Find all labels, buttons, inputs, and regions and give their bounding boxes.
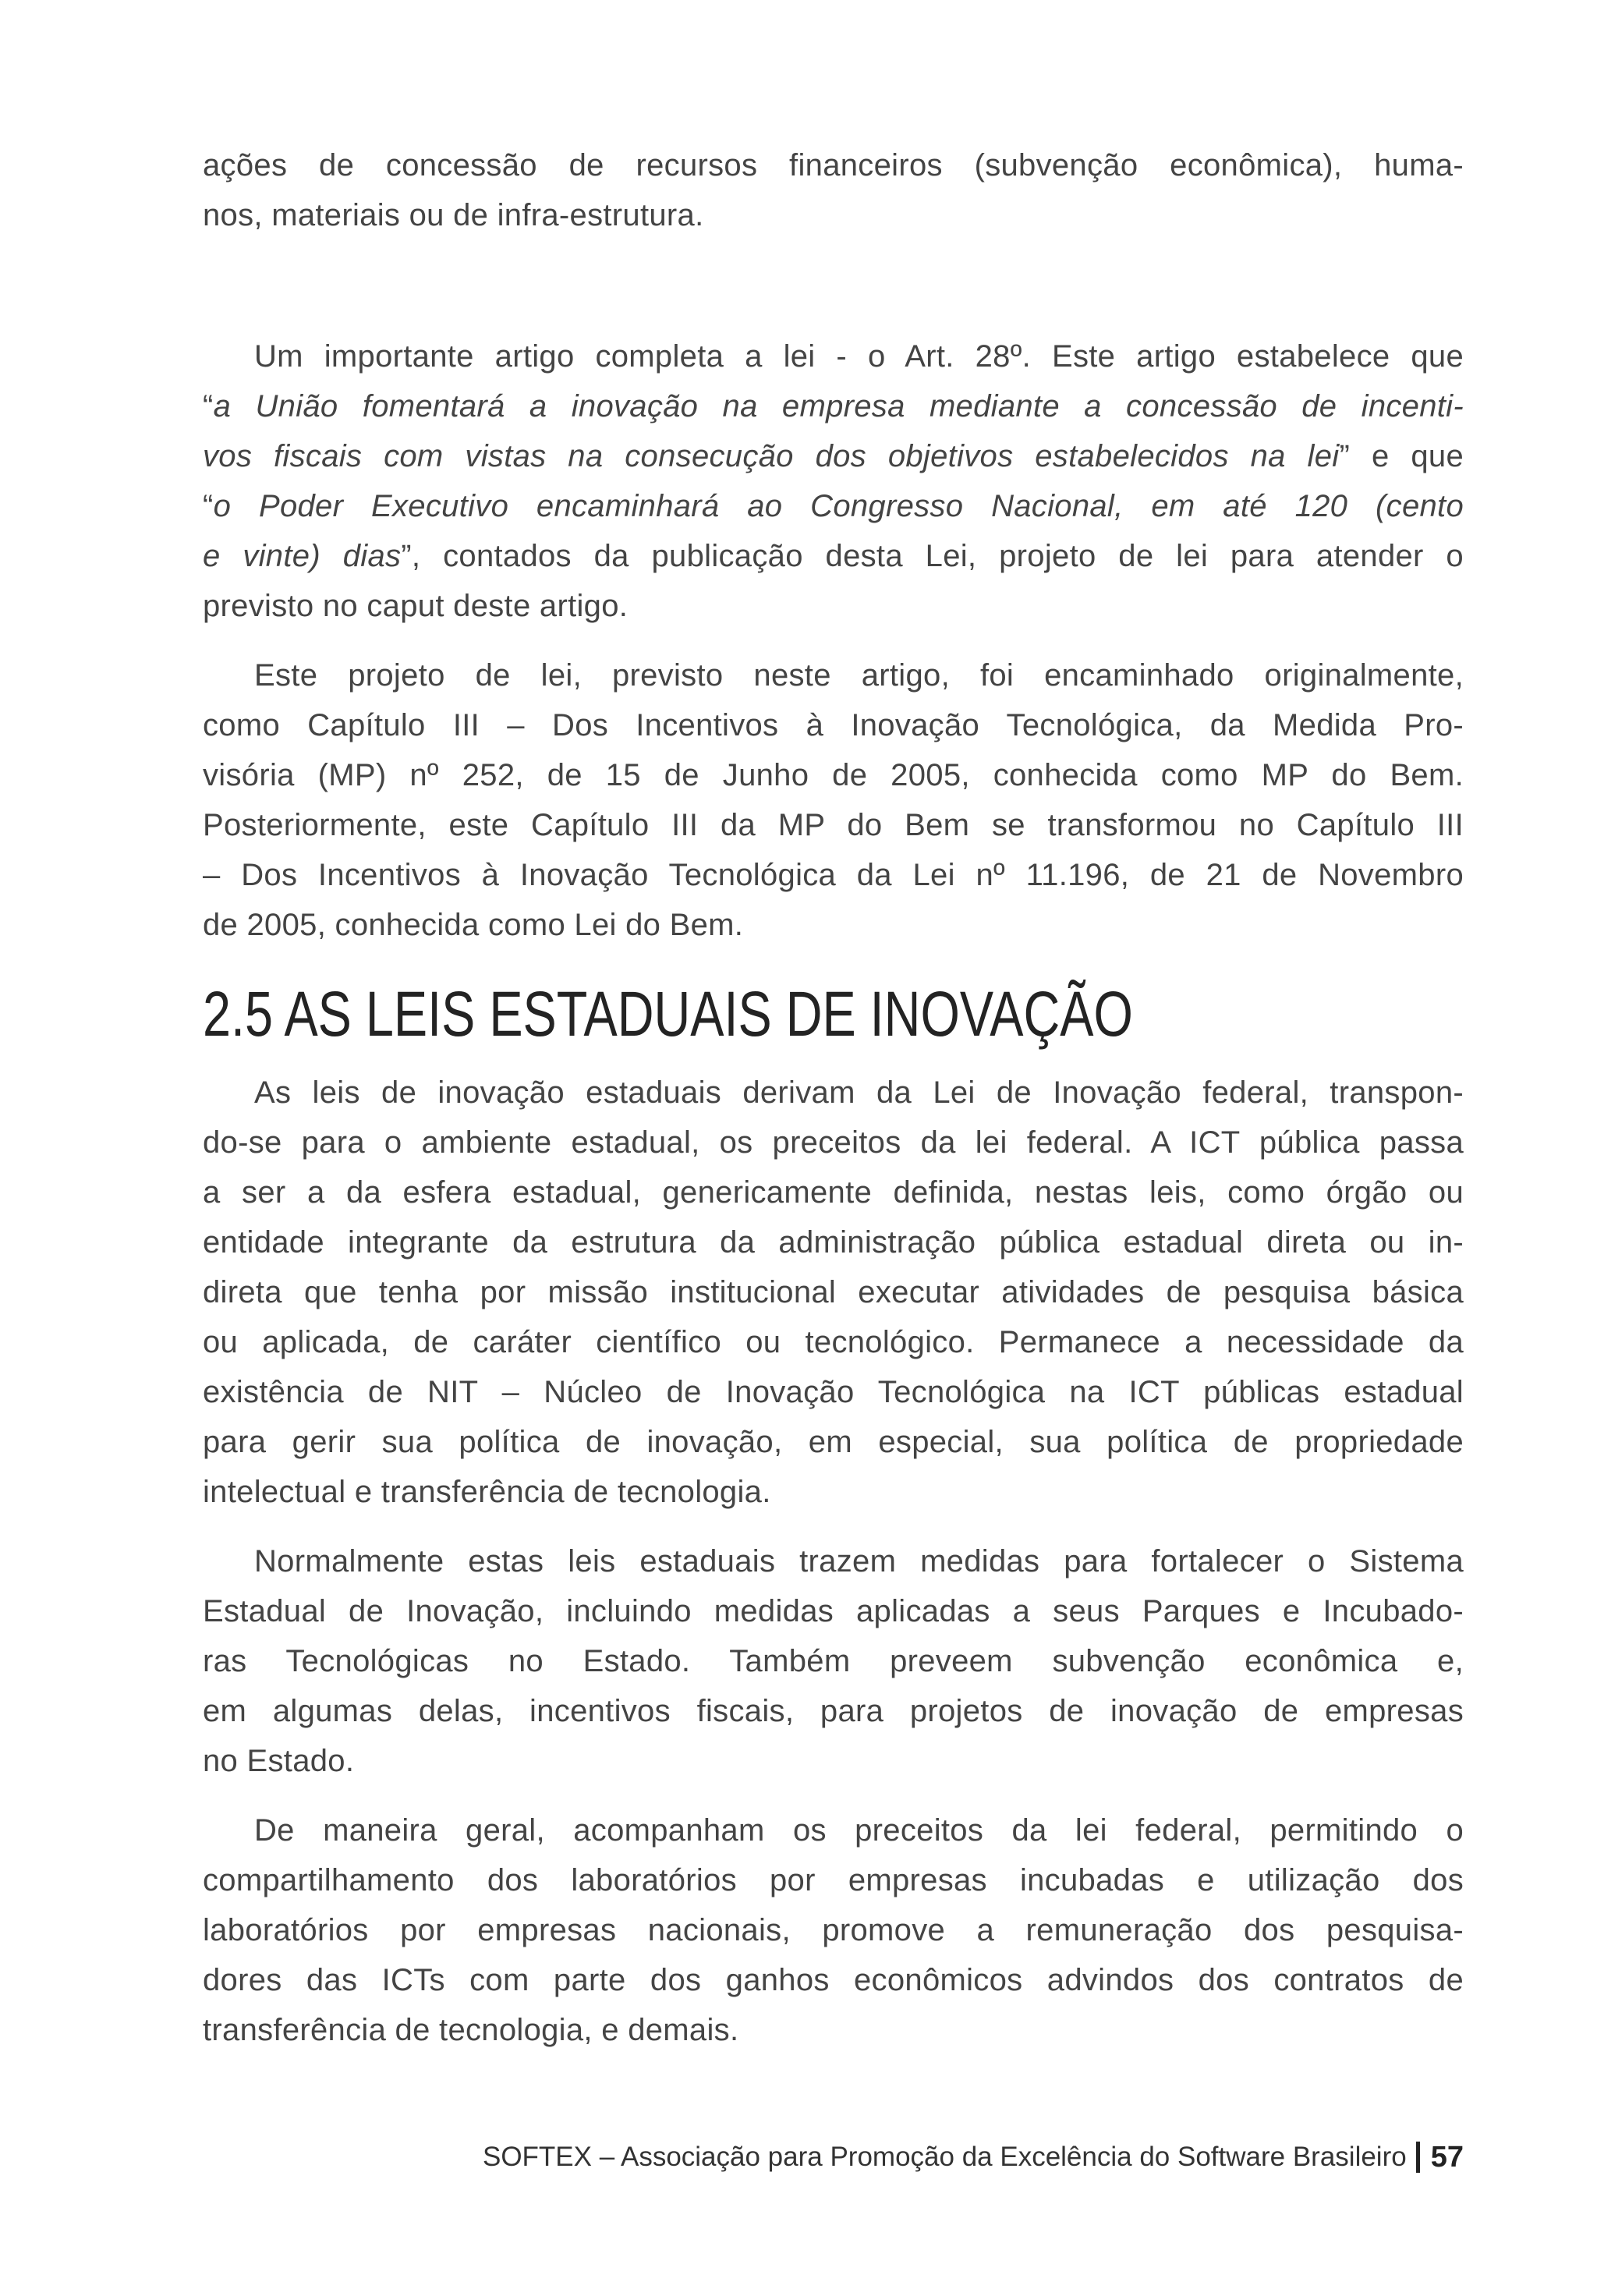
text-line: dores das ICTs com parte dos ganhos econômicos advindos dos contratos de	[203, 1963, 1464, 1997]
section-heading-text: 2.5 AS LEIS ESTADUAIS DE INOVAÇÃO	[203, 979, 1133, 1050]
text-segment: “	[203, 389, 214, 423]
text-line: As leis de inovação estaduais derivam da Lei de Inovação federal, transpon-	[254, 1075, 1464, 1110]
text-line: laboratórios por empresas nacionais, promove a remuneração dos pesquisa-	[203, 1913, 1464, 1947]
page-footer	[483, 2140, 1464, 2174]
emphasized-text: e vinte) dias	[203, 539, 402, 573]
section-heading	[203, 976, 1464, 1054]
text-line: no Estado.	[203, 1744, 355, 1778]
paragraph	[203, 1805, 1464, 2055]
text-line: Posteriormente, este Capítulo III da MP do Bem se transformou no Capítulo III	[203, 808, 1464, 842]
text-line	[203, 531, 1464, 581]
text-line: para gerir sua política de inovação, em especial, sua política de propriedade	[203, 1425, 1464, 1459]
text-line: transferência de tecnologia, e demais.	[203, 2013, 739, 2047]
emphasized-text: o Poder Executivo encaminhará ao Congresso Nacional, em até 120 (cento	[213, 489, 1464, 523]
publisher-name: SOFTEX – Associação para Promoção da Excelência do Software Brasileiro	[482, 2142, 1407, 2172]
text-line: compartilhamento dos laboratórios por empresas incubadas e utilização dos	[203, 1863, 1464, 1897]
text-line	[203, 381, 1464, 431]
text-line: como Capítulo III – Dos Incentivos à Inovação Tecnológica, da Medida Pro-	[203, 708, 1464, 742]
paragraph	[203, 140, 1464, 240]
text-line: Este projeto de lei, previsto neste artigo, foi encaminhado originalmente,	[254, 658, 1464, 693]
footer-separator	[1416, 2142, 1420, 2173]
emphasized-text: a União fomentará a inovação na empresa mediante a concessão de incenti-	[213, 389, 1464, 423]
text-segment: ”, contados da publicação desta Lei, projeto de lei para atender o	[401, 539, 1464, 573]
text-segment: ” e que	[1339, 439, 1464, 473]
text-line: existência de NIT – Núcleo de Inovação Tecnológica na ICT públicas estadual	[203, 1375, 1464, 1409]
paragraph	[203, 331, 1464, 631]
emphasized-text: vos fiscais com vistas na consecução dos objetivos estabelecidos na lei	[203, 439, 1340, 473]
text-line: ações de concessão de recursos financeiros (subvenção econômica), huma-	[203, 148, 1464, 182]
text-line: Um importante artigo completa a lei - o Art. 28º. Este artigo estabelece que	[254, 339, 1464, 374]
text-line: nos, materiais ou de infra-estrutura.	[203, 198, 704, 232]
text-segment: “	[203, 489, 214, 523]
text-line	[203, 481, 1464, 531]
text-line: ras Tecnológicas no Estado. Também preveem subvenção econômica e,	[203, 1644, 1464, 1678]
paragraph	[203, 650, 1464, 950]
text-line: a ser a da esfera estadual, genericamente definida, nestas leis, como órgão ou	[203, 1175, 1464, 1210]
text-line: De maneira geral, acompanham os preceitos da lei federal, permitindo o	[254, 1813, 1464, 1848]
paragraph	[203, 1068, 1464, 1517]
page-number: 57	[1430, 2141, 1464, 2174]
text-line: – Dos Incentivos à Inovação Tecnológica da Lei nº 11.196, de 21 de Novembro	[203, 858, 1464, 892]
text-line: de 2005, conhecida como Lei do Bem.	[203, 908, 744, 942]
text-line: intelectual e transferência de tecnologia.	[203, 1475, 771, 1509]
text-line: Normalmente estas leis estaduais trazem medidas para fortalecer o Sistema	[254, 1544, 1464, 1578]
text-line: entidade integrante da estrutura da administração pública estadual direta ou in-	[203, 1225, 1464, 1260]
text-line: Estadual de Inovação, incluindo medidas aplicadas a seus Parques e Incubado-	[203, 1594, 1464, 1628]
text-line: do-se para o ambiente estadual, os preceitos da lei federal. A ICT pública passa	[203, 1125, 1464, 1160]
text-line: em algumas delas, incentivos fiscais, para projetos de inovação de empresas	[203, 1694, 1464, 1728]
text-line: visória (MP) nº 252, de 15 de Junho de 2005, conhecida como MP do Bem.	[203, 758, 1464, 792]
paragraph	[203, 1536, 1464, 1786]
text-line: previsto no caput deste artigo.	[203, 589, 629, 623]
text-line: direta que tenha por missão institucional executar atividades de pesquisa básica	[203, 1275, 1464, 1309]
text-line	[203, 431, 1464, 481]
text-line: ou aplicada, de caráter científico ou tecnológico. Permanece a necessidade da	[203, 1325, 1464, 1359]
page-body	[203, 140, 1464, 2055]
